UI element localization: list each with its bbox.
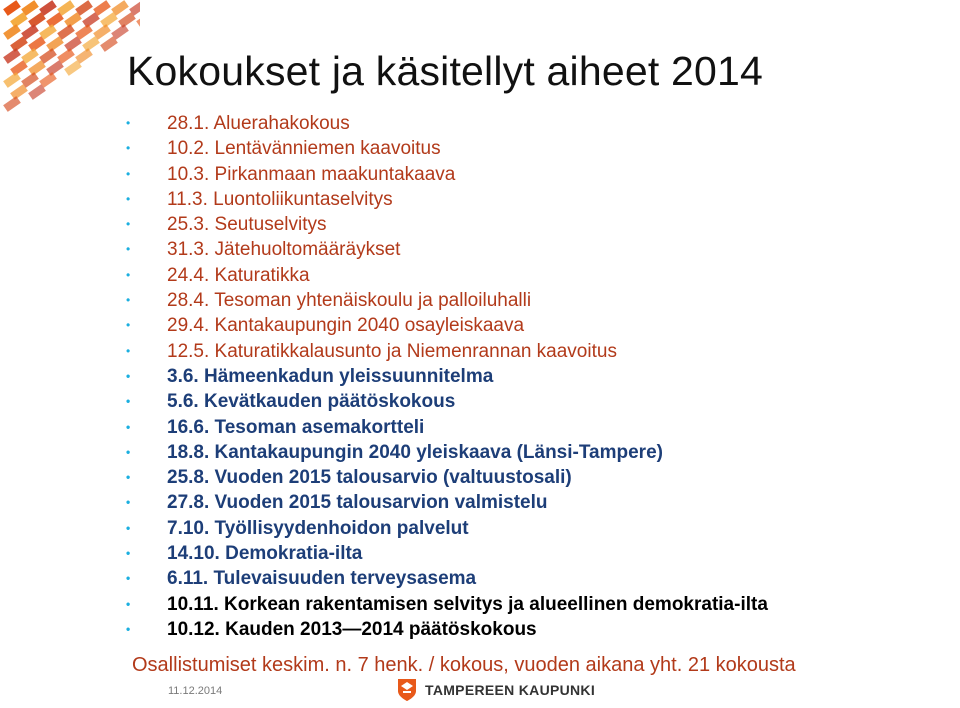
bullet-icon: • bbox=[126, 444, 131, 459]
tampere-brick-pattern-icon bbox=[0, 0, 140, 140]
bullet-icon: • bbox=[126, 242, 131, 257]
bullet-icon: • bbox=[126, 267, 131, 282]
page-title: Kokoukset ja käsitellyt aiheet 2014 bbox=[127, 48, 764, 94]
bullet-icon: • bbox=[126, 621, 131, 636]
bullet-icon: • bbox=[126, 141, 131, 156]
brick-shape bbox=[3, 96, 21, 112]
meeting-list bbox=[126, 111, 768, 642]
list-item: • 29.4. Kantakaupungin 2040 osayleiskaava bbox=[126, 313, 768, 338]
list-item: • 7.10. Työllisyydenhoidon palvelut bbox=[126, 516, 768, 541]
brick-shape bbox=[3, 72, 21, 88]
bullet-icon: • bbox=[126, 343, 131, 358]
list-item: • 10.11. Korkean rakentamisen selvitys ja alueellinen demokratia-ilta bbox=[126, 592, 768, 617]
tampere-crest-icon bbox=[397, 678, 417, 702]
slide-date: 11.12.2014 bbox=[168, 685, 223, 697]
list-item: • 27.8. Vuoden 2015 talousarvion valmistelu bbox=[126, 490, 768, 515]
list-item: • 18.8. Kantakaupungin 2040 yleiskaava (Länsi-Tampere) bbox=[126, 440, 768, 465]
list-item: • 6.11. Tulevaisuuden terveysasema bbox=[126, 566, 768, 591]
bullet-icon: • bbox=[126, 318, 131, 333]
list-item: • 3.6. Hämeenkadun yleissuunnitelma bbox=[126, 364, 768, 389]
brick-shape bbox=[3, 0, 21, 16]
list-item: • 14.10. Demokratia-ilta bbox=[126, 541, 768, 566]
brand-name: TAMPEREEN KAUPUNKI bbox=[425, 682, 596, 698]
bullet-icon: • bbox=[126, 520, 131, 535]
bullet-icon: • bbox=[126, 116, 131, 130]
list-item: • 10.3. Pirkanmaan maakuntakaava bbox=[126, 162, 768, 187]
bullet-icon: • bbox=[126, 571, 131, 586]
bullet-icon: • bbox=[126, 419, 131, 434]
list-item: • 28.1. Aluerahakokous bbox=[126, 111, 768, 136]
brick-shape bbox=[3, 24, 21, 40]
list-item: • 12.5. Katuratikkalausunto ja Niemenrannan kaavoitus bbox=[126, 339, 768, 364]
bullet-icon: • bbox=[126, 470, 131, 485]
brick-shape bbox=[3, 48, 21, 64]
bullet-icon: • bbox=[126, 217, 131, 232]
list-item: • 24.4. Katuratikka bbox=[126, 263, 768, 288]
bullet-icon: • bbox=[126, 596, 131, 611]
list-item: • 11.3. Luontoliikuntaselvitys bbox=[126, 187, 768, 212]
participation-summary: Osallistumiset keskim. n. 7 henk. / kokous, vuoden aikana yht. 21 kokousta bbox=[132, 654, 796, 676]
list-item: • 10.12. Kauden 2013—2014 päätöskokous bbox=[126, 617, 768, 642]
bullet-icon: • bbox=[126, 293, 131, 308]
list-item: • 5.6. Kevätkauden päätöskokous bbox=[126, 389, 768, 414]
bullet-icon: • bbox=[126, 394, 131, 409]
bullet-icon: • bbox=[126, 166, 131, 181]
list-item: • 16.6. Tesoman asemakortteli bbox=[126, 415, 768, 440]
list-item: • 25.8. Vuoden 2015 talousarvio (valtuustosali) bbox=[126, 465, 768, 490]
brand-footer bbox=[397, 678, 595, 702]
list-item: • 25.3. Seutuselvitys bbox=[126, 212, 768, 237]
bullet-icon: • bbox=[126, 495, 131, 510]
bullet-icon: • bbox=[126, 191, 131, 206]
bullet-icon: • bbox=[126, 546, 131, 561]
bullet-icon: • bbox=[126, 368, 131, 383]
list-item: • 28.4. Tesoman yhtenäiskoulu ja palloiluhalli bbox=[126, 288, 768, 313]
list-item: • 10.2. Lentävänniemen kaavoitus bbox=[126, 136, 768, 161]
list-item: • 31.3. Jätehuoltomääräykset bbox=[126, 237, 768, 262]
brick-shape bbox=[136, 12, 140, 28]
